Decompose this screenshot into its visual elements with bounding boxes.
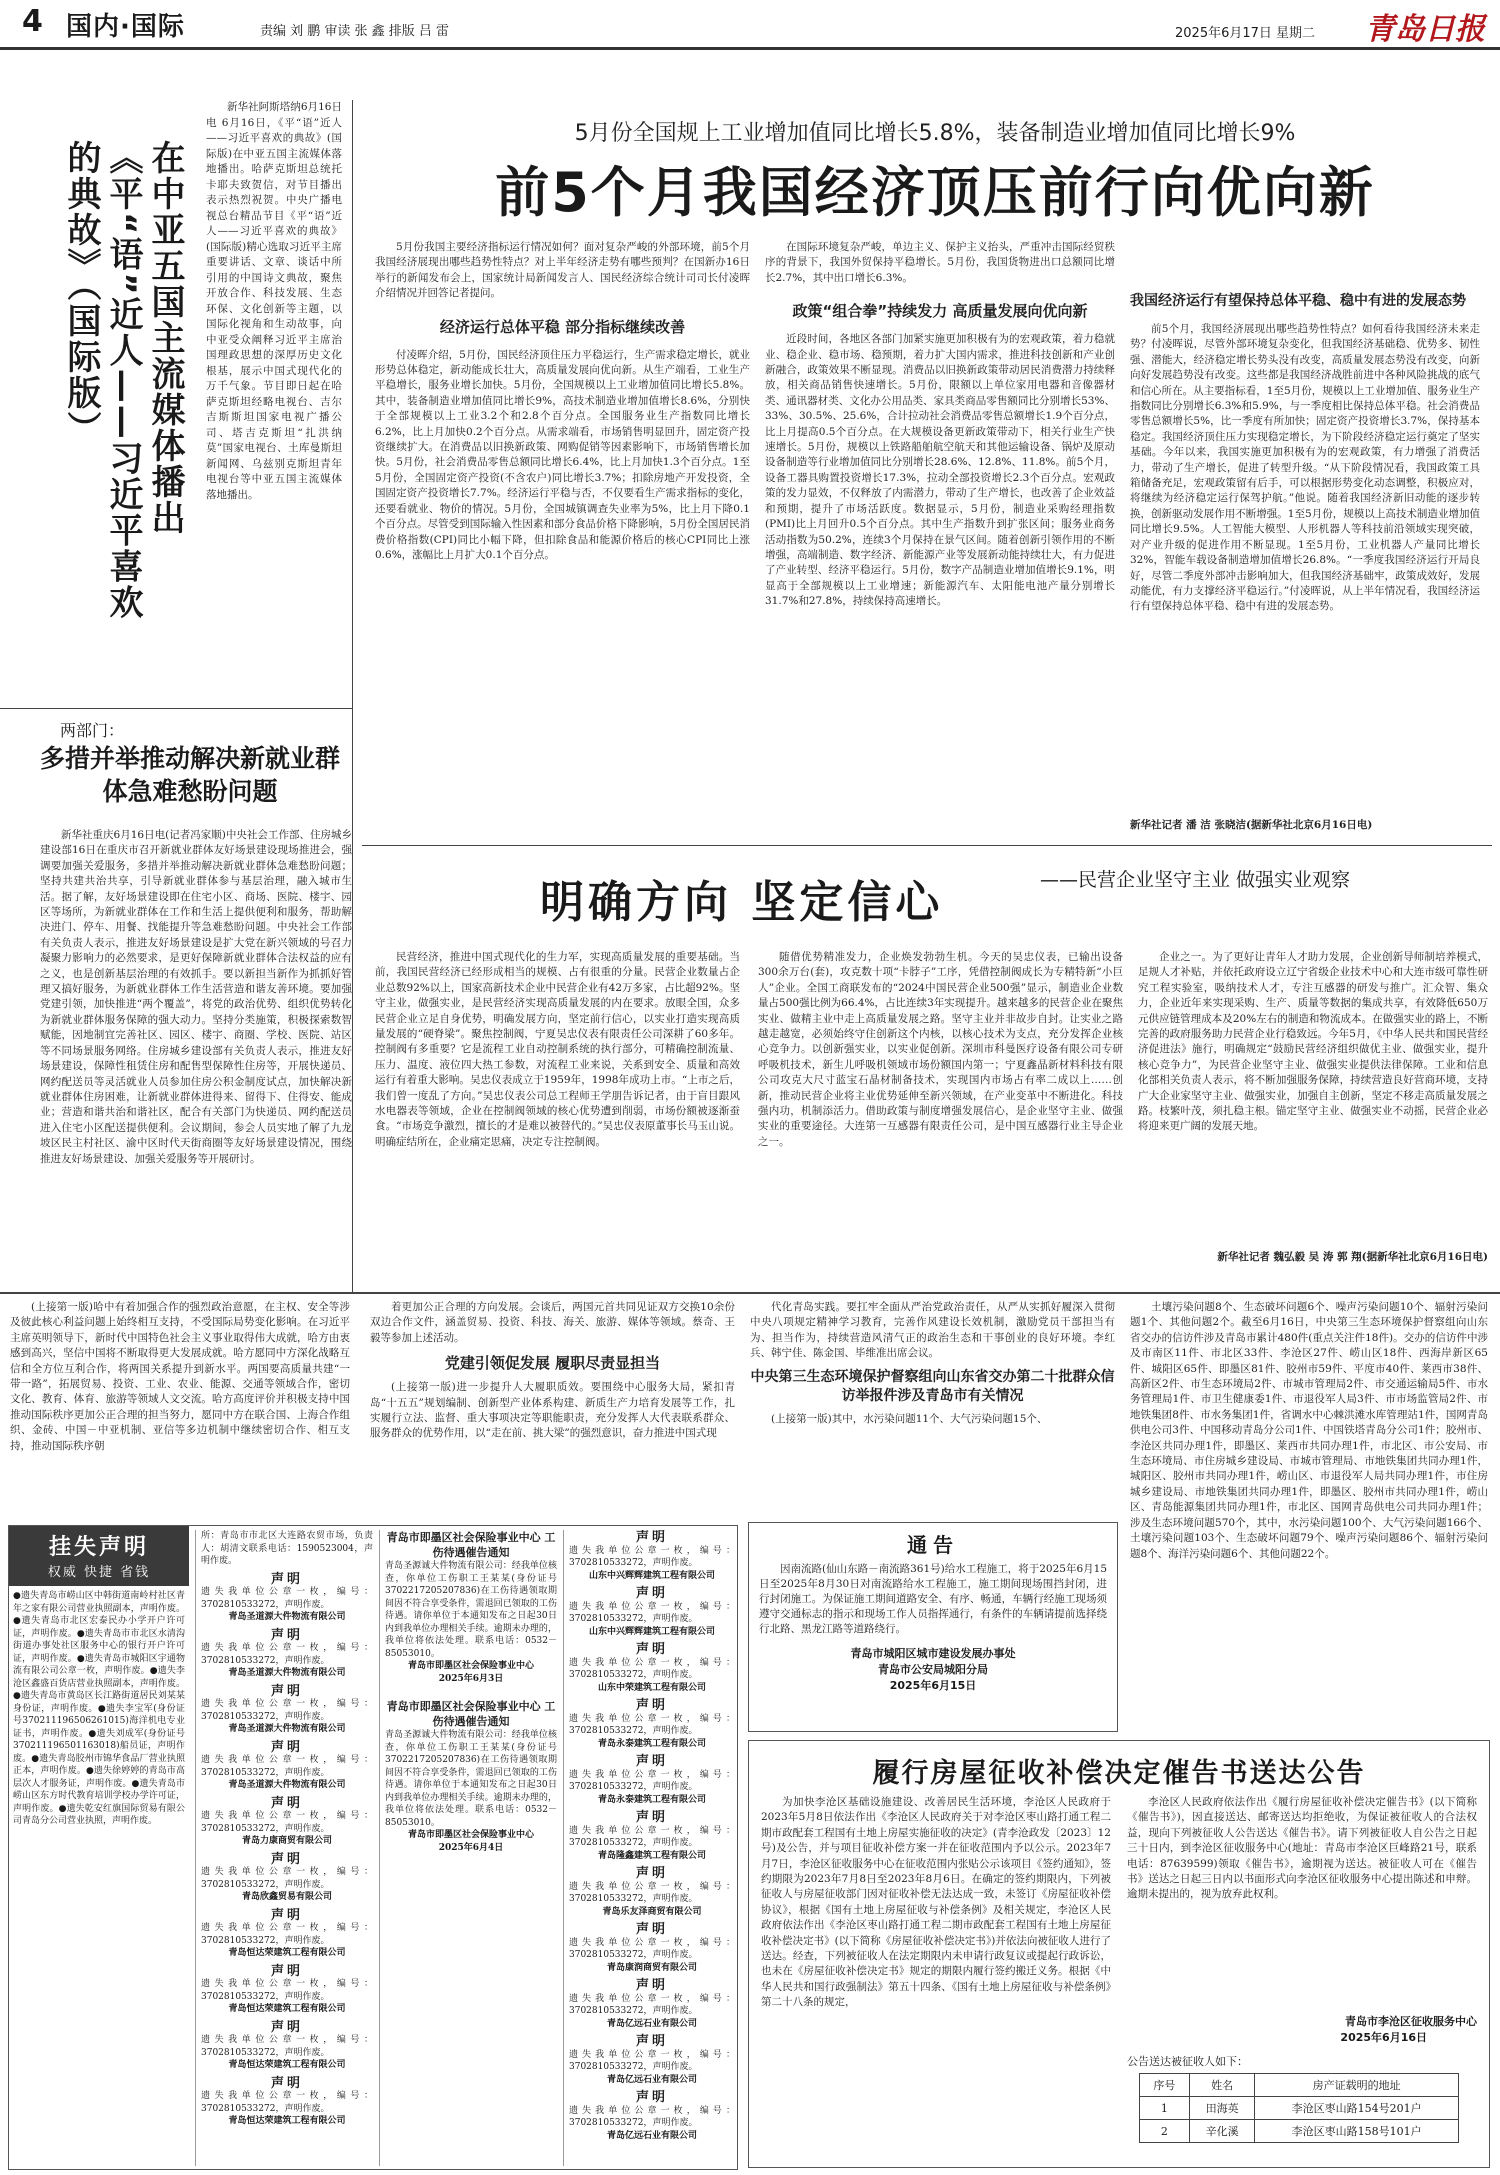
media-story-body [206,100,342,660]
stmt-2 [201,1683,373,1736]
stmt-r8 [569,1980,735,2030]
economy-col3-body: 前5个月，我国经济展现出哪些趋势性特点？如何看待我国经济未来走势？付凌晖说，尽管外部环境复杂变化，但我国经济基础稳、优势多、韧性强、潜能大，经济稳定增长势头没有改变，高质量发展态势没有改变，向新向好发展趋势没有改变。这些都是我国经济战胜前进中各种风险挑战的底气和信心所在。从主要指标看，1至5月份，规模以上工业增加值、服务业生产指数同比分别增长6.3%和5.9%，与一季度相比保持总体平稳。社会消费品零售总额增长5%，比一季度有所加快；固定资产投资增长3.7%，保持基本稳定。我国经济顶住压力实现稳定增长，为下阶段经济稳定运行奠定了坚实基础。今年以来，我国实施更加积极有为的宏观政策，有力增强了消费活力，带动了生产增长，促进了转型升级。“从下阶段情况看，我国政策工具箱储备充足，宏观政策留有后手，可以根据形势变化动态调整，积极应对，将继续为经济稳定运行保驾护航。”他说。随着我国经济新旧动能的逐步转换，创新驱动发展作用不断增强。1至5月份，规模以上高技术制造业增加值同比增长9.5%。人工智能大模型、人形机器人等科技前沿领域实现突破，对产业升级的促进作用不断显现。1至5月份，工业机器人产量同比增长32%，智能车载设备制造增加值增长26.8%。“一季度我国经济运行开局良好，尽管二季度外部冲击影响加大，但我国经济基础牢，政策成效好，发展动能优，有力支撑经济平稳运行。”付凌晖说，从上半年情况看，我国经济运行有望保持总体平稳、稳中有进的发展态势。 [1130,323,1480,613]
stmt-r3 [569,1700,735,1750]
stmt-text: 遗失我单位公章一枚，编号：3702810533272，声明作废。 [201,1811,373,1834]
table-cell: 1 [1140,2097,1190,2120]
inspection-subhead: 中央第三生态环境保护督察组向山东省交办第二十批群众信访举报件涉及青岛市有关情况 [750,1368,1115,1404]
stmt-6 [201,1907,373,1960]
stmt-title: 声明 [270,1963,303,1979]
stmt-company: 青岛欣鑫贸易有限公司 [241,1892,332,1902]
stmt-title: 声明 [635,1922,668,1937]
private-col3 [1138,950,1488,1245]
stmt-company: 青岛乐友泽商贸有限公司 [602,1906,702,1917]
jobs-headline: 多措并举推动解决新就业群体急难愁盼问题 [40,744,341,806]
lost-banner-title: 挂失声明 [48,1535,149,1560]
stmt-title: 声明 [635,2034,668,2049]
private-body-1: 民营经济，推进中国式现代化的生力军，实现高质量发展的重要基础。当前，我国民营经济已经形成相当的规模、占有很重的分量。民营企业数量占企业总数92%以上，国家高新技术企业中民营企业有42万多家，占比超92%。坚守主业，做强实业，是民营经济实现高质量发展的内在要求。放眼全国，众多民营企业立足自身优势，明确发展方向，坚定前行信心，以实业打造实现高质量发展的“硬脊梁”。聚焦控制阀，宁夏吴忠仪表有限责任公司深耕了60多年。控制阀有多重要？它是流程工业自动控制系统的执行部分，可精确控制流量、压力、温度、液位四大热工参数，对流程工业来说，关系到安全、质量和高效运行有着重大影响。吴忠仪表成立于1959年，1998年成功上市。“上市之后，我们曾一度乱了方向。”吴忠仪表公司总工程师王学朋告诉记者，由于盲目跟风水电器表等领域，企业在控制阀领域的核心优势遭到削弱，市场份额被逐渐蚕食。“市场竞争激烈，擅长的才是难以被替代的。”吴忠仪表原董事长马玉山说。明确症结所在，企业痛定思痛，决定专注控制阀。 [375,951,740,1148]
insurance-notice-body: 青岛圣源诚大件物流有限公司：经我单位核查，你单位工伤职工王某某(身份证号3702217205207836)在工伤待遇领取期间因不符合享受条件，需退回已领取的工伤待遇。请你单位于本通知发布之日起30日内到我单位办理相关手续。逾期未办理的，我单位将依法处理。联系电话：0532－85053010。 [385,1561,557,1659]
continued-col2 [370,1300,735,1515]
stmt-title: 声明 [635,1698,668,1713]
stmt-title: 声明 [635,1810,668,1825]
continued-col1 [10,1300,350,1515]
jobs-text: 新华社重庆6月16日电(记者冯家顺)中央社会工作部、住房城乡建设部16日在重庆市召开新就业群体友好场景建设现场推进会，强调要加强关爱服务，多措并举推动解决新就业群体急难愁盼问题；坚持共建共治共享，引导新就业群体参与基层治理，融入城市生活。据了解，友好场景建设即在住宅小区、商场、医院、楼宇、园区等场所，为新就业群体在工作和生活上提供便利和服务，帮助解决进门、停车、用餐、找能提升等急难愁盼问题。中央社会工作部有关负责人表示，推进友好场景建设是扩大党在新兴领域的号召力凝聚力影响力的必然要求，是更好保障新就业群体合法权益的应有之义，也是创新基层治理的有效抓手。要以新担当新作为抓抓好管理又搞好服务，为新就业群体工作生活营造和谐友善环境。要加强党建引领，加快推进“两个覆盖”，将党的政治优势、组织优势转化为新就业群体服务保障的强大动力。坚持分类施策，积极探索数智赋能，因地制宜完善社区、园区、楼宇、商圈、学校、医院、站区等不同场景服务网络。住房城乡建设部有关负责人表示，推进友好场景建设，保障性租赁住房和配售型保障性住房等，开展快递员、网约配送员等灵活就业人员参加住房公积金制度试点，加快解决新就业群体住房困难，让新就业群体进得来、留得下、住得安、能成业；营造和谐共治和谐社区，配合有关部门为快递员、网约配送员进入住宅小区配送提供便利。会议期间，参会人员实地了解了九龙坡区民主村社区、渝中区时代天街商圈等友好场景建设情况，围绕推进友好场景建设、加强关爱服务等开展研讨。 [40,829,352,1165]
stmt-title: 声明 [270,2075,303,2091]
stmt-text: 遗失我单位公章一枚，编号：3702810533272，声明作废。 [201,1923,373,1946]
housing-address-table [1139,2073,1459,2143]
economy-subhead-2: 政策“组合拳”持续发力 高质量发展向优向新 [792,302,1088,321]
water-notice-org2: 青岛市公安局城阳分局 [878,1663,988,1676]
economy-byline: 新华社记者 潘 洁 张晓洁(据新华社北京6月16日电) [1130,819,1373,831]
col-header: 序号 [1140,2074,1190,2097]
insurance-notice-body: 青岛圣源诚大件物流有限公司：经我单位核查，你单位工伤职工王某某(身份证号3702217205207836)在工伤待遇领取期间因不符合享受条件，需退回已领取的工伤待遇。请你单位于本通知发布之日起30日内到我单位办理相关手续。逾期未办理的，我单位将依法处理。联系电话：0532－85053010。 [385,1730,557,1828]
water-notice-org1: 青岛市城阳区城市建设发展办事处 [850,1647,1016,1660]
stmt-text: 遗失我单位公章一枚，编号：3702810533272，声明作废。 [569,1993,735,2016]
stmt-title: 声明 [270,1851,303,1867]
continued-text-2a: 着更加公正合理的方向发展。会谈后，两国元首共同见证双方交换10余份双边合作文件，涵盖贸易、投资、科技、海关、旅游、媒体等领域。蔡奇、王毅等参加上述活动。 [370,1301,735,1344]
stmt-r2 [569,1644,735,1694]
lost-col-2 [195,1530,373,2166]
page-number: 4 [22,4,43,39]
stmt-r10 [569,2092,735,2142]
insurance-notice-org: 青岛市即墨区社会保险事业中心 [407,1830,534,1840]
stmt-company: 青岛恒达荣建筑工程有限公司 [228,1948,346,1958]
housing-notice-body-1: 为加快李沧区基础设施建设、改善居民生活环境，李沧区人民政府于2023年5月8日依法作出《李沧区人民政府关于对李沧区枣山路打通工程二期市政配套工程国有土地上房屋实施征收的决定》(青李沧政发〔2023〕12号)及公告，并与项目征收补偿方案一并在征收范围内予以公示。2023年7月7日，李沧区征收服务中心在征收范围内张贴公示该项目《签约通知》，签约期限为2023年7月8日至2023年8月6日。在确定的签约期限内，下列被征收人与房屋征收部门因对征收补偿无法达成一致，未签订《房屋征收补偿协议》，根据《国有土地上房屋征收与补偿条例》及相关规定，李沧区人民政府依法作出《李沧区枣山路打通工程二期市政配套工程国有土地上房屋征收补偿决定书》(以下简称《房屋征收补偿决定书》)并依法向被征收人进行了送达。经查，下列被征收人在法定期限内未申请行政复议或提起行政诉讼，也未在《房屋征收补偿决定书》规定的期限内履行签约搬迁义务。根据《中华人民共和国行政强制法》第五十四条、《国有土地上房屋征收与补偿条例》第二十八条的规定， [761,1796,1111,2009]
continued-col4 [1130,1300,1488,1732]
private-body-2: 随借优势精准发力，企业焕发勃勃生机。今天的吴忠仪表，已输出设备300余万台(套)，攻克数十项“卡脖子”工序，凭借控制阀成长为专精特新“小巨人”企业。全国工商联发布的“2024中国民营企业500强”显示，制造业企业数量占500强比例为66.4%，占比连续3年实现提升。越来越多的民营企业在聚焦实业、做精主业中走上高质量发展之路。坚守主业并非故步自封。让实业之路越走越宽，必须始终守住创新这个内核，以核心技术为支点，充分发挥企业核心竞争力。以创新强实业，以实业促创新。深圳市科曼医疗设备有限公司专研呼吸机技术，新生儿呼吸机领域市场份额国内第一；宁夏鑫晶新材料科技有限公司攻克大尺寸蓝宝石晶材制备技术，实现国内市场占有率二成以上……创新，推动民营企业将主业优势延伸至新兴领域，在产业变革中不断进化。科技强内功，机制添活力。借助政策与制度增强发展信心，是企业坚守主业、做强实业的重要途径。大连第一互感器有限责任公司，是中国互感器行业主导企业之一。 [758,951,1123,1148]
continued-text-3b: (上接第一版)其中，水污染问题11个、大气污染问题15个、 [771,1412,1048,1425]
stmt-7 [201,1963,373,2016]
stmt-company: 青岛圣道源大件物流有限公司 [228,1612,346,1622]
media-story-text: 新华社阿斯塔纳6月16日电 6月16日，《平“语”近人——习近平喜欢的典故》(国际版)在中亚五国主流媒体落地播出。哈萨克斯坦总统托卡耶夫致贺信，对节目播出表示热烈祝贺。中央广播电视总台精品节目《平“语”近人——习近平喜欢的典故》(国际版)精心选取习近平主席重要讲话、文章、谈话中所引用的中国诗文典故，聚焦开放合作、科技发展、生态环保、文化创新等主题，以国际化视角和生动故事，向中亚受众阐释习近平主席治国理政思想的深厚历史文化根基，展示中国式现代化的万千气象。节目即日起在哈萨克斯坦经略电视台、吉尔吉斯斯坦国家电视广播公司、塔吉克斯坦“扎洪纳莫”国家电视台、土库曼斯坦新闻网、乌兹别克斯坦青年电视台等中亚五国主流媒体落地播出。 [206,101,342,501]
stmt-company: 青岛圣道源大件物流有限公司 [228,1780,346,1790]
issue-date: 2025年6月17日 星期二 [1175,26,1316,41]
stmt-text: 遗失我单位公章一枚，编号：3702810533272，声明作废。 [201,1643,373,1666]
stmt-company: 青岛圣道源大件物流有限公司 [228,1724,346,1734]
newspaper-logo: 青岛日报 [1365,12,1485,47]
stmt-company: 山东中兴辉辉建筑工程有限公司 [588,1570,715,1581]
stmt-company: 青岛永泰建筑工程有限公司 [597,1738,706,1749]
table-cell: 辛化溪 [1189,2120,1255,2143]
lost-col-3 [379,1530,557,2166]
lost-col-4 [563,1530,735,2166]
stmt-title: 声明 [635,1530,668,1545]
stmt-r4 [569,1756,735,1806]
lost-banner [9,1526,189,1586]
lost-banner-sub: 权威 快捷 省钱 [47,1565,151,1580]
stmt-company: 青岛亿远石业有限公司 [606,2130,697,2141]
insurance-notice-date: 2025年6月3日 [438,1673,504,1684]
insurance-notice-date: 2025年6月4日 [438,1842,504,1853]
table-cell: 李沧区枣山路158号101户 [1255,2120,1459,2143]
continued-text-1: (上接第一版)哈中有着加强合作的强烈政治意愿，在主权、安全等涉及彼此核心利益问题上始终相互支持，不受国际局势变化影响。在习近平主席英明领导下，新时代中国特色社会主义事业取得伟大成就，哈方由衷感到高兴，坚信中国将不断取得更大发展成就。哈方愿同中方深化战略互信和全方位互利合作，将两国关系提升到新水平。两国要高质量共建“一带一路”，拓展贸易、投资、工业、农业、能源、交通等领域合作，密切文化、教育、体育、旅游等领域人文交流。哈方高度评价并积极支持中国推动国际秩序更加公正合理的担当努力，愿同中方在联合国、上海合作组织、金砖、中国－中亚机制、亚信等多边机制中继续密切合作、相互支持，推动国际秩序朝 [10,1301,350,1452]
stmt-text: 遗失我单位公章一枚，编号：3702810533272，声明作废。 [201,1979,373,2002]
stmt-company: 山东中荣建筑工程有限公司 [597,1682,706,1693]
continued-text-2b: (上接第一版)进一步提升人大履职质效。要围绕中心服务大局，紧扣青岛“十五五”规划编制、创新型产业体系构建、新质生产力培育发展等工作，扎实履行立法、监督、重大事项决定等职能职责，充分发挥人大代表联系群众、服务群众的优势作用，以“走在前、挑大梁”的强烈意识，奋力推进中国式现 [370,1381,735,1440]
jobs-body [40,828,352,1284]
party-subhead: 党建引领促发展 履职尽责显担当 [444,1354,661,1373]
stmt-title: 声明 [270,1907,303,1923]
stmt-5 [201,1851,373,1904]
water-notice [748,1522,1118,1732]
stmt-r0 [569,1532,735,1582]
stmt-text: 遗失我单位公章一枚，编号：3702810533272，声明作废。 [569,1657,735,1680]
insurance-notice-2 [385,1699,557,1854]
water-notice-title: 通告 [907,1533,959,1557]
table-cell: 2 [1140,2120,1190,2143]
table-row [1140,2097,1459,2120]
insurance-notice-title: 青岛市即墨区社会保险事业中心 工伤待遇催告通知 [386,1700,556,1728]
col-header: 姓名 [1189,2074,1255,2097]
section-title: 国内·国际 [66,12,185,42]
economy-subhead-1: 经济运行总体平稳 部分指标继续改善 [439,317,686,336]
continued-text-4: 土壤污染问题8个、生态破坏问题6个、噪声污染问题10个、辐射污染问题1个、其他问题2个。截至6月16日，中央第三生态环境保护督察组向山东省交办的信访件涉及青岛市累计480件(重点关注件18件)。交办的信访件中涉及市南区11件、市北区33件、李沧区27件、崂山区18件、西海岸新区65件、城阳区65件、即墨区81件、胶州市59件、平度市40件、莱西市38件、高新区2件、市生态环境局2件、市城市管理局2件、市交通运输局5件、市水务管理局1件、市卫生健康委1件、市退役军人局3件、市市场监管局2件、市地铁集团8件、市水务集团1件，省调水中心棘洪滩水库管理站1件，国网青岛供电公司3件、中国移动青岛分公司1件、中国铁塔青岛分公司1件；胶州市、李沧区共同办理1件，即墨区、莱西市共同办理1件，市北区、市公安局、市生态环境局、市住房城乡建设局、市城市管理局、市地铁集团共同办理1件，城阳区、胶州市共同办理1件，崂山区、市退役军人局共同办理1件，市住房城乡建设局、市地铁集团共同办理1件，即墨区、胶州市共同办理1件，崂山区、青岛能源集团共同办理1件，市北区、国网青岛供电公司共同办理1件；涉及生态环境问题570个，其中，水污染问题100个、大气污染问题166个、土壤污染问题103个、生态破坏问题79个、噪声污染问题86个、辐射污染问题8个、海洋污染问题6个、其他问题22个。 [1130,1301,1488,1560]
stmt-company: 青岛圣道源大件物流有限公司 [228,1668,346,1678]
stmt-text: 遗失我单位公章一枚，编号：3702810533272，声明作废。 [569,1937,735,1960]
private-col2 [758,950,1123,1285]
stmt-text: 遗失我单位公章一枚，编号：3702810533272，声明作废。 [201,1755,373,1778]
insurance-notice-org: 青岛市即墨区社会保险事业中心 [407,1661,534,1671]
stmt-title: 声明 [270,1627,303,1643]
lost-col-1: ●遗失青岛市崂山区中韩街道南岭村社区青年之家有限公司营业执照副本，声明作废。●遗失青岛市北区宏泰民办小学开户许可证，声明作废。●遗失青岛市市北区水清沟街道办事处社区服务中心的银行开户许可证，声明作废。●遗失青岛市城阳区宇通物流有限公司公章一枚，声明作废。●遗失李沧区鑫盛百货店营业执照副本，声明作废。●遗失青岛市黄岛区长江路街道居民刘某某身份证，声明作废。●遗失李宝军(身份证号370211196506261015)海洋机电专业证书，声明作废。●遗失刘成军(身份证号370211196501163018)船员证，声明作废。●遗失青岛胶州市锦华食品厂营业执照正本，声明作废。●遗失徐婷婷的青岛市高层次人才服务证，声明作废。●遗失青岛市崂山区东方时代教育培训学校办学许可证，声明作废。●遗失乾安红旗国际贸易有限公司青岛分公司营业执照，声明作废。 [13,1591,185,1826]
stmt-r5 [569,1812,735,1862]
economy-col3 [1130,290,1480,830]
stmt-title: 声明 [270,1795,303,1811]
stmt-text: 遗失我单位公章一枚，编号：3702810533272，声明作废。 [569,2049,735,2072]
col-header: 房产证载明的地址 [1255,2074,1459,2097]
table-header-row [1140,2074,1459,2097]
economy-col2-top: 在国际环境复杂严峻，单边主义、保护主义抬头，严重冲击国际经贸秩序的背景下，我国外贸保持平稳增长。5月份，我国货物进出口总额同比增长2.7%，其中出口增长6.3%。 [765,241,1115,284]
water-notice-body: 因南流路(仙山东路－南流路361号)给水工程施工，将于2025年6月15日至2025年8月30日对南流路给水工程施工，施工期间现场围挡封闭，进行封闭施工。为保证施工期间道路安全、有序、畅通，车辆行经施工现场须遵守交通标志的指示和现场工作人员指挥通行，有条件的车辆请提前选择绕行北路、黑龙江路等道路绕行。 [759,1563,1107,1635]
stmt-company: 青岛力康商贸有限公司 [241,1836,332,1846]
table-cell: 李沧区枣山路154号201户 [1255,2097,1459,2120]
economy-col2-body: 近段时间，各地区各部门加紧实施更加积极有为的宏观政策，着力稳就业、稳企业、稳市场、稳预期，着力扩大国内需求，推进科技创新和产业创新融合，政策效果不断显现。消费品以旧换新政策带动居民消费潜力持续释放，相关商品销售快速增长。5月份，限额以上单位家用电器和音像器材类、通讯器材类、文化办公用品类、家具类商品零售额同比分别增长53%、33%、30.5%、25.6%，合计拉动社会消费品零售总额增长1.9个百分点，比上月提高0.5个百分点。在大规模设备更新政策带动下，相关行业生产快速增长。5月份，规模以上铁路船舶航空航天和其他运输设备、锅炉及原动设备制造等行业增加值同比分别增长28.6%、12.8%、11.8%。前5个月，设备工器具购置投资增长17.3%，拉动全部投资增长2.3个百分点。宏观政策的发力显效，不仅释放了内需潜力，带动了生产增长，也改善了企业效益和预期，提升了市场活跃度。数据显示，5月份，制造业采购经理指数(PMI)比上月回升0.5个百分点。其中生产指数升到扩张区间；服务业商务活动指数为50.2%，连续3个月保持在景气区间。随着创新引领作用的不断增强，高端制造、数字经济、新能源产业等发展新动能持续壮大，有力促进了产业转型、经济平稳运行。5月份，数字产品制造业增加值增长9.1%，明显高于全部规模以上工业增速；新能源汽车、太阳能电池产量分别增长31.7%和27.8%，持续保持高速增长。 [765,333,1115,608]
stmt-4 [201,1795,373,1848]
private-headline: 明确方向 坚定信心 [540,877,944,928]
stmt-text: 遗失我单位公章一枚，编号：3702810533272，声明作废。 [201,1699,373,1722]
economy-subhead-3: 我国经济运行有望保持总体平稳、稳中有进的发展态势 [1130,293,1466,309]
stmt-0 [201,1571,373,1624]
economy-col2 [765,240,1115,830]
stmt-text: 遗失我单位公章一枚，编号：3702810533272，声明作废。 [569,1769,735,1792]
economy-intro: 5月份我国主要经济指标运行情况如何？面对复杂严峻的外部环境，前5个月我国经济展现出哪些趋势性特点？对上半年经济走势有哪些预判？在国新办16日举行的新闻发布会上，国家统计局新闻发言人、国民经济综合统计司司长付凌晖介绍情况并回答记者提问。 [375,241,750,300]
stmt-r1 [569,1588,735,1638]
media-story-headline: 在中亚五国主流媒体播出《平“语”近人——习近平喜欢的典故》（国际版） [61,140,185,621]
table-cell: 田海英 [1189,2097,1255,2120]
stmt-1 [201,1627,373,1680]
stmt-r7 [569,1924,735,1974]
stmt-company: 青岛永泰建筑工程有限公司 [597,1794,706,1805]
stmt-3 [201,1739,373,1792]
classified-ads-block [8,1525,738,2170]
stmt-text: 遗失我单位公章一枚，编号：3702810533272，声明作废。 [569,1881,735,1904]
continued-col3 [750,1300,1115,1515]
housing-list-title: 公告送达被征收人如下： [1127,2055,1248,2068]
stmt-company: 青岛康润商贸有限公司 [606,1962,697,1973]
insurance-notice-title: 青岛市即墨区社会保险事业中心 工伤待遇催告通知 [386,1531,556,1559]
housing-notice-body-2: 李沧区人民政府依法作出《履行房屋征收补偿决定催告书》(以下简称《催告书》)，因直接送达、邮寄送达均拒绝收，为保证被征收人的合法权益，现向下列被征收人公告送达《催告书》。请下列被征收人自公告之日起三十日内，到李沧区征收服务中心(地址：青岛市李沧区巨峰路21号，联系电话：87639599)领取《催告书》，逾期视为送达。被征收人可在《催告书》送达之日起三日内以书面形式向李沧区征收服务中心提出陈述和申辩。逾期未提出的，视为放弃此权利。 [1127,1796,1477,1901]
economy-col1 [375,240,750,830]
stmt-title: 声明 [635,1642,668,1657]
stmt-company: 山东中兴辉辉建筑工程有限公司 [588,1626,715,1637]
housing-notice-org: 青岛市李沧区征收服务中心 [1345,2015,1477,2028]
stmt-8 [201,2019,373,2072]
stmt-text: 遗失我单位公章一枚，编号：3702810533272，声明作废。 [201,2035,373,2058]
stmt-company: 青岛亿远石业有限公司 [606,2074,697,2085]
stmt-title: 声明 [635,1866,668,1881]
stmt-text: 遗失我单位公章一枚，编号：3702810533272，声明作废。 [201,1867,373,1890]
housing-notice [748,1740,1490,2168]
housing-notice-title: 履行房屋征收补偿决定催告书送达公告 [872,1758,1366,1789]
continued-text-3a: 代化青岛实践。要扛牢全面从严治党政治责任，从严从实抓好履深入贯彻中央八项规定精神学习教育，完善作风建设长效机制，激励党员干部担当有为、担当作为，持续营造风清气正的政治生态和干事创业的良好环境。李红兵、韩宁佳、陈金国、毕维准出席会议。 [750,1301,1115,1360]
stmt-text: 遗失我单位公章一枚，编号：3702810533272，声明作废。 [201,2091,373,2114]
private-byline: 新华社记者 魏弘毅 吴 涛 郭 翔(据新华社北京6月16日电) [1217,1251,1488,1263]
stmt-9 [201,2075,373,2128]
editor-credits: 责编 刘 鹏 审读 张 鑫 排版 吕 雷 [260,24,450,39]
stmt-company: 青岛隆鑫建筑工程有限公司 [597,1850,706,1861]
economy-kicker: 5月份全国规上工业增加值同比增长5.8%，装备制造业增加值同比增长9% [574,121,1296,146]
private-subtitle: ——民营企业坚守主业 做强实业观察 [1040,869,1351,891]
private-body-3: 企业之一。为了更好让青年人才助力发展，企业创新导师制培养模式，足规人才补贴，并依托政府设立辽宁省级企业技术中心和大连市级可靠性研究工程实验室，吸纳技术人才，专注互感器的研发与推广。汇众智、集众力，企业近年来实现采购、生产、质量等数据的集成共享，有效降低650万元供应链管理成本及20%左右的制造和物流成本。在做强实业的路上，不断完善的政府服务助力民营企业行稳致远。今年5月，《中华人民共和国民营经济促进法》施行，明确规定“鼓励民营经济组织做优主业、做强实业，提升核心竞争力”，为民营企业坚守主业、做强实业提供法律保障。工业和信息化部相关负责人表示，将不断加强服务保障，持续营造良好营商环境，支持广大企业家坚守主业、做强实业，加强自主创新，坚定不移走高质量发展之路。枝繁叶茂，须扎稳主根。锚定坚守主业、做强实业不动摇，民营企业必将迎来更广阔的发展天地。 [1138,951,1488,1133]
jobs-kicker: 两部门： [60,721,125,740]
masthead [0,0,1500,50]
stmt-title: 声明 [635,1586,668,1601]
economy-col1-body: 付凌晖介绍，5月份，国民经济顶住压力平稳运行，生产需求稳定增长，就业形势总体稳定，新动能成长壮大，高质量发展向优向新。从生产端看，工业生产平稳增长，服务业增长加快。5月份，全国规模以上工业增加值同比增长5.8%。其中，装备制造业增加值同比增长9%，高技术制造业增加值增长8.6%，分别快于全部规模以上工业3.2个和2.8个百分点。全国服务业生产指数同比增长6.2%，比上月加快0.2个百分点。从需求端看，市场销售明显回升，固定资产投资继续扩大。在消费品以旧换新政策、网购促销等因素影响下，市场销售增长加快。5月份，社会消费品零售总额同比增长6.4%，比上月加快1.3个百分点。1至5月份，全国固定资产投资(不含农户)同比增长3.7%；扣除房地产开发投资，全国固定资产投资增长7.7%。经济运行平稳与否，不仅要看生产需求指标的变化，还要看就业、物价的情况。5月份，全国城镇调查失业率为5%，比上月下降0.1个百分点。尽管受到国际输入性因素和部分食品价格下降影响，5月份全国居民消费价格指数(CPI)同比小幅下降，但扣除食品和能源价格后的核心CPI同比上涨0.6%，涨幅比上月扩大0.1个百分点。 [375,348,750,561]
private-col1 [375,950,740,1285]
stmt-company: 青岛亿远石业有限公司 [606,2018,697,2029]
stmt-title: 声明 [270,1571,303,1587]
water-notice-date: 2025年6月15日 [889,1679,977,1692]
stmt-title: 声明 [270,1739,303,1755]
economy-headline: 前5个月我国经济顶压前行向优向新 [495,161,1375,224]
stmt-title: 声明 [270,2019,303,2035]
stmt-text: 遗失我单位公章一枚，编号：3702810533272，声明作废。 [569,1825,735,1848]
lost-col-2-top: 所：青岛市市北区大连路农贸市场，负责人：胡清文联系电话：1590523004，声明作废。 [201,1531,373,1566]
stmt-title: 声明 [635,1754,668,1769]
stmt-title: 声明 [270,1683,303,1699]
stmt-r9 [569,2036,735,2086]
stmt-company: 青岛恒达荣建筑工程有限公司 [228,2116,346,2126]
stmt-text: 遗失我单位公章一枚，编号：3702810533272，声明作废。 [201,1587,373,1610]
stmt-company: 青岛恒达荣建筑工程有限公司 [228,2060,346,2070]
stmt-text: 遗失我单位公章一枚，编号：3702810533272，声明作废。 [569,1545,735,1568]
stmt-text: 遗失我单位公章一枚，编号：3702810533272，声明作废。 [569,2105,735,2128]
stmt-company: 青岛恒达荣建筑工程有限公司 [228,2004,346,2014]
stmt-text: 遗失我单位公章一枚，编号：3702810533272，声明作废。 [569,1601,735,1624]
stmt-r6 [569,1868,735,1918]
stmt-title: 声明 [635,2090,668,2105]
stmt-title: 声明 [635,1978,668,1993]
housing-notice-date: 2025年6月16日 [1340,2031,1427,2044]
table-row [1140,2120,1459,2143]
stmt-text: 遗失我单位公章一枚，编号：3702810533272，声明作废。 [569,1713,735,1736]
insurance-notice-1 [385,1530,557,1685]
